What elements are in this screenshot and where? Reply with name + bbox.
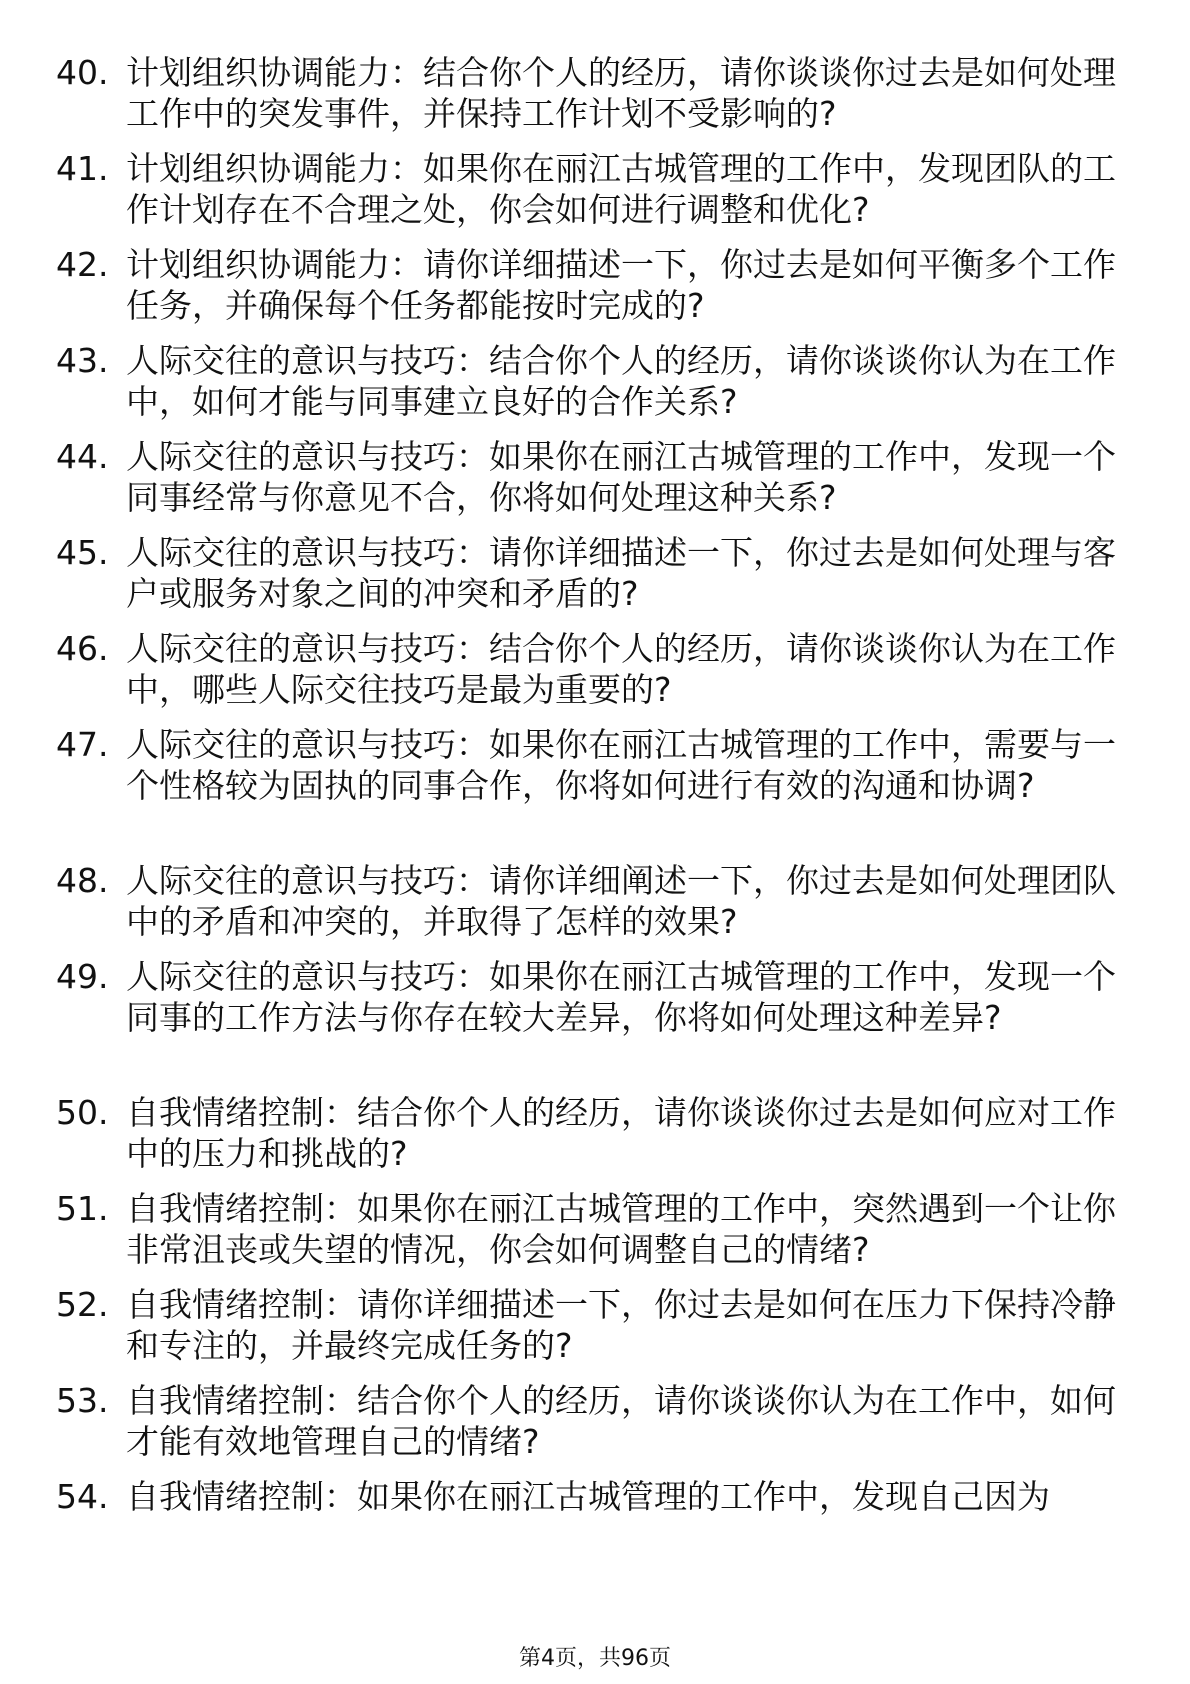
question-text: 人际交往的意识与技巧：如果你在丽江古城管理的工作中，需要与一个性格较为固执的同事合作，你将如何进行有效的沟通和协调? [126, 725, 1116, 805]
question-number: 40. [56, 53, 109, 92]
question-number: 52. [56, 1285, 109, 1324]
question-text: 人际交往的意识与技巧：请你详细描述一下，你过去是如何处理与客户或服务对象之间的冲突和矛盾的? [126, 533, 1116, 613]
question-text: 自我情绪控制：如果你在丽江古城管理的工作中，发现自己因为 [126, 1477, 1050, 1516]
question-text: 人际交往的意识与技巧：如果你在丽江古城管理的工作中，发现一个同事的工作方法与你存在较大差异，你将如何处理这种差异? [126, 957, 1116, 1037]
question-number: 47. [56, 725, 109, 764]
question-text: 人际交往的意识与技巧：请你详细阐述一下，你过去是如何处理团队中的矛盾和冲突的，并取得了怎样的效果? [126, 861, 1116, 941]
question-number: 42. [56, 245, 109, 284]
question-text: 人际交往的意识与技巧：如果你在丽江古城管理的工作中，发现一个同事经常与你意见不合，你将如何处理这种关系? [126, 437, 1116, 517]
question-text: 计划组织协调能力：结合你个人的经历，请你谈谈你过去是如何处理工作中的突发事件，并保持工作计划不受影响的? [126, 53, 1116, 133]
question-text: 自我情绪控制：结合你个人的经历，请你谈谈你认为在工作中，如何才能有效地管理自己的情绪? [126, 1381, 1116, 1461]
question-text: 自我情绪控制：结合你个人的经历，请你谈谈你过去是如何应对工作中的压力和挑战的? [126, 1093, 1116, 1173]
question-text: 人际交往的意识与技巧：结合你个人的经历，请你谈谈你认为在工作中，如何才能与同事建立良好的合作关系? [126, 341, 1116, 421]
question-number: 49. [56, 957, 109, 996]
question-number: 45. [56, 533, 109, 572]
question-number: 54. [56, 1477, 109, 1516]
question-number: 53. [56, 1381, 109, 1420]
question-text: 计划组织协调能力：请你详细描述一下，你过去是如何平衡多个工作任务，并确保每个任务都能按时完成的? [126, 245, 1116, 325]
question-text: 计划组织协调能力：如果你在丽江古城管理的工作中，发现团队的工作计划存在不合理之处，你会如何进行调整和优化? [126, 149, 1116, 229]
question-number: 41. [56, 149, 109, 188]
question-number: 46. [56, 629, 109, 668]
question-number: 48. [56, 861, 109, 900]
question-number: 51. [56, 1189, 109, 1228]
question-number: 44. [56, 437, 109, 476]
question-number: 43. [56, 341, 109, 380]
question-text: 自我情绪控制：如果你在丽江古城管理的工作中，突然遇到一个让你非常沮丧或失望的情况，你会如何调整自己的情绪? [126, 1189, 1116, 1269]
question-number: 50. [56, 1093, 109, 1132]
question-text: 自我情绪控制：请你详细描述一下，你过去是如何在压力下保持冷静和专注的，并最终完成任务的? [126, 1285, 1116, 1365]
question-text: 人际交往的意识与技巧：结合你个人的经历，请你谈谈你认为在工作中，哪些人际交往技巧是最为重要的? [126, 629, 1116, 709]
page-number-footer: 第4页，共96页 [519, 1646, 671, 1671]
